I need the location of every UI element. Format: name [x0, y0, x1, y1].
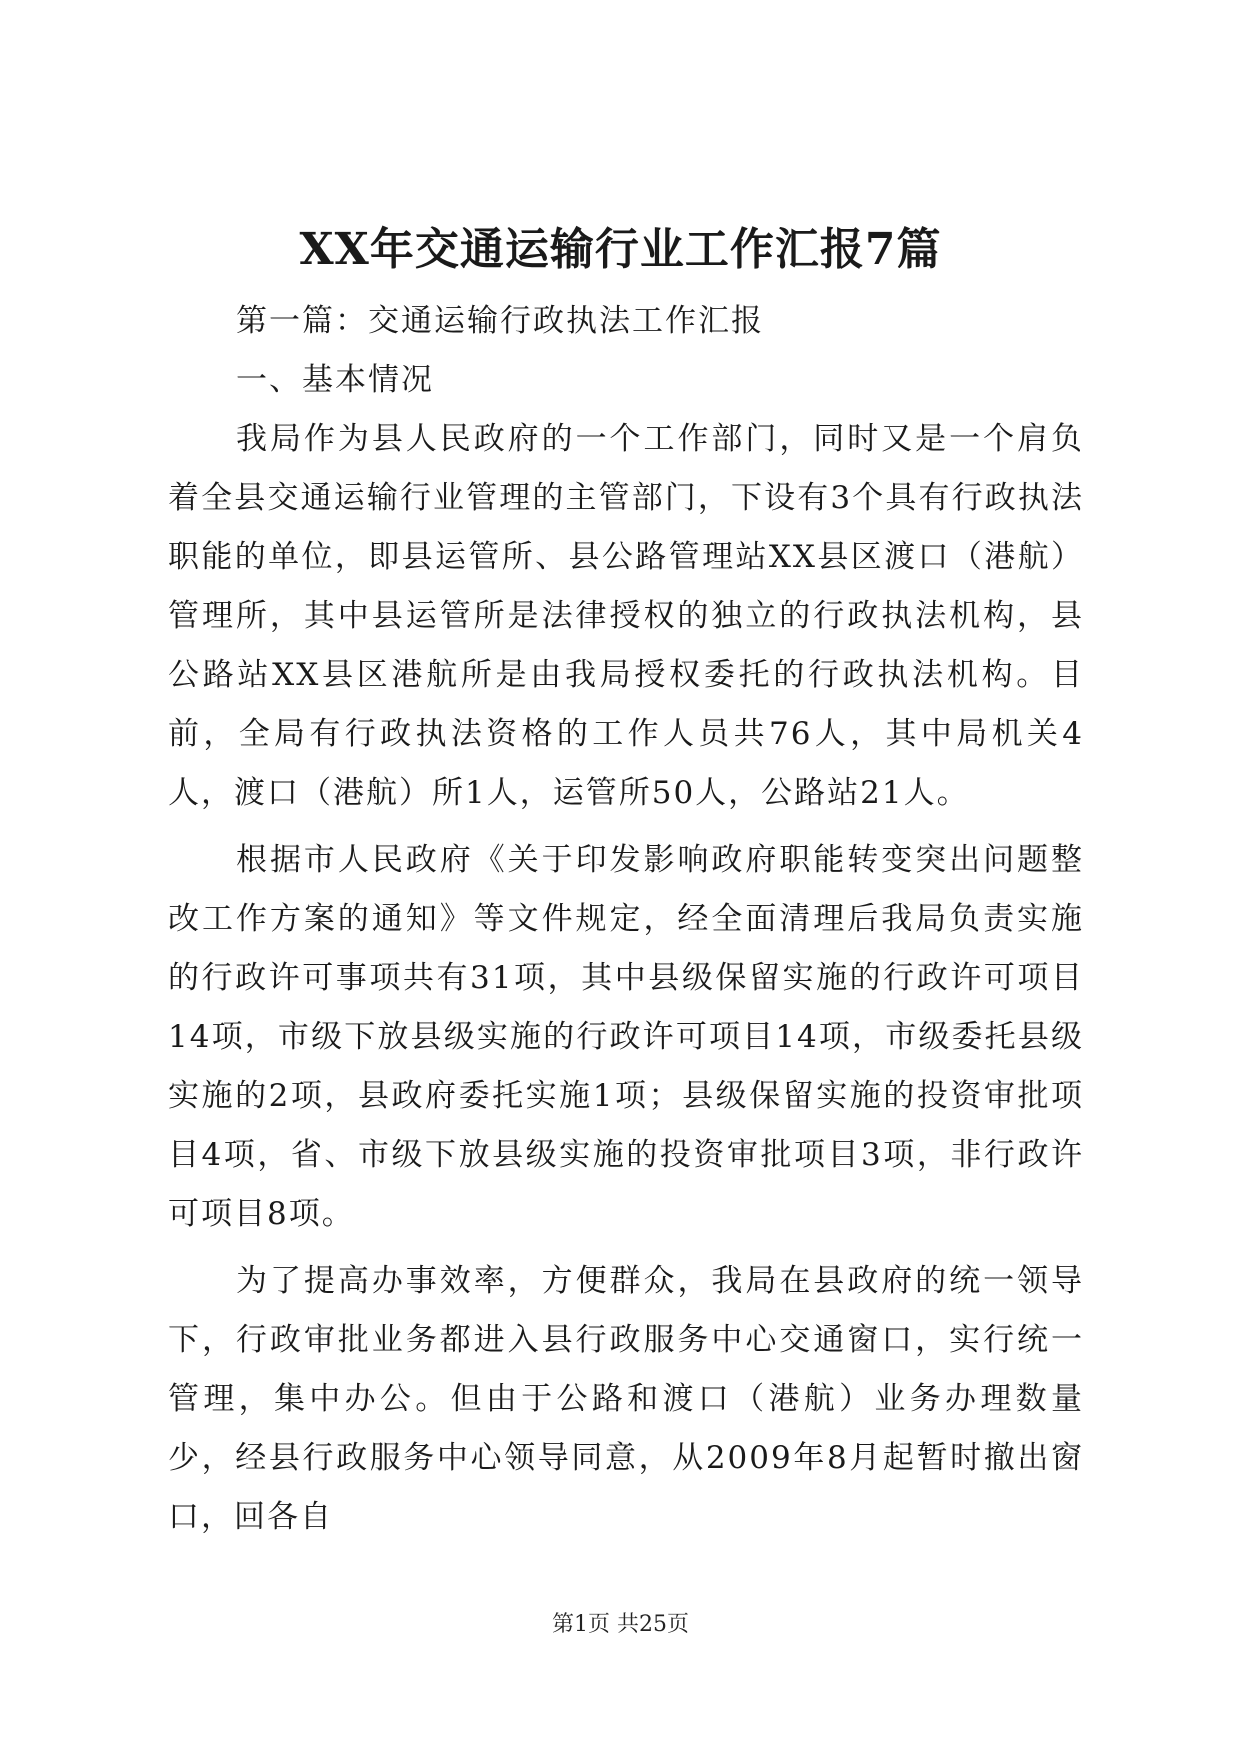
section-title: 第一篇：交通运输行政执法工作汇报: [236, 303, 764, 339]
subheading: 一、基本情况: [236, 362, 434, 398]
paragraph: 为了提高办事效率，方便群众，我局在县政府的统一领导下，行政审批业务都进入县行政服务中心交通窗口，实行统一管理，集中办公。但由于公路和渡口（港航）业务办理数量少，经县行政服务中心领导同意，从2009年8月起暂时撤出窗口，回各自: [168, 1263, 1084, 1535]
document-title: XX年交通运输行业工作汇报7篇: [299, 224, 942, 275]
paragraph: 我局作为县人民政府的一个工作部门，同时又是一个肩负着全县交通运输行业管理的主管部门，下设有3个具有行政执法职能的单位，即县运管所、县公路管理站XX县区渡口（港航）管理所，其中县运管所是法律授权的独立的行政执法机构，县公路站XX县区港航所是由我局授权委托的行政执法机构。目前，全局有行政执法资格的工作人员共76人，其中局机关4人，渡口（港航）所1人，运管所50人，公路站21人。: [168, 421, 1084, 811]
page-footer: 第1页 共25页: [552, 1612, 689, 1637]
document-body: [168, 292, 1084, 1547]
paragraph: 根据市人民政府《关于印发影响政府职能转变突出问题整改工作方案的通知》等文件规定，经全面清理后我局负责实施的行政许可事项共有31项，其中县级保留实施的行政许可项目14项，市级下放县级实施的行政许可项目14项，市级委托县级实施的2项，县政府委托实施1项；县级保留实施的投资审批项目4项，省、市级下放县级实施的投资审批项目3项，非行政许可项目8项。: [168, 842, 1084, 1232]
